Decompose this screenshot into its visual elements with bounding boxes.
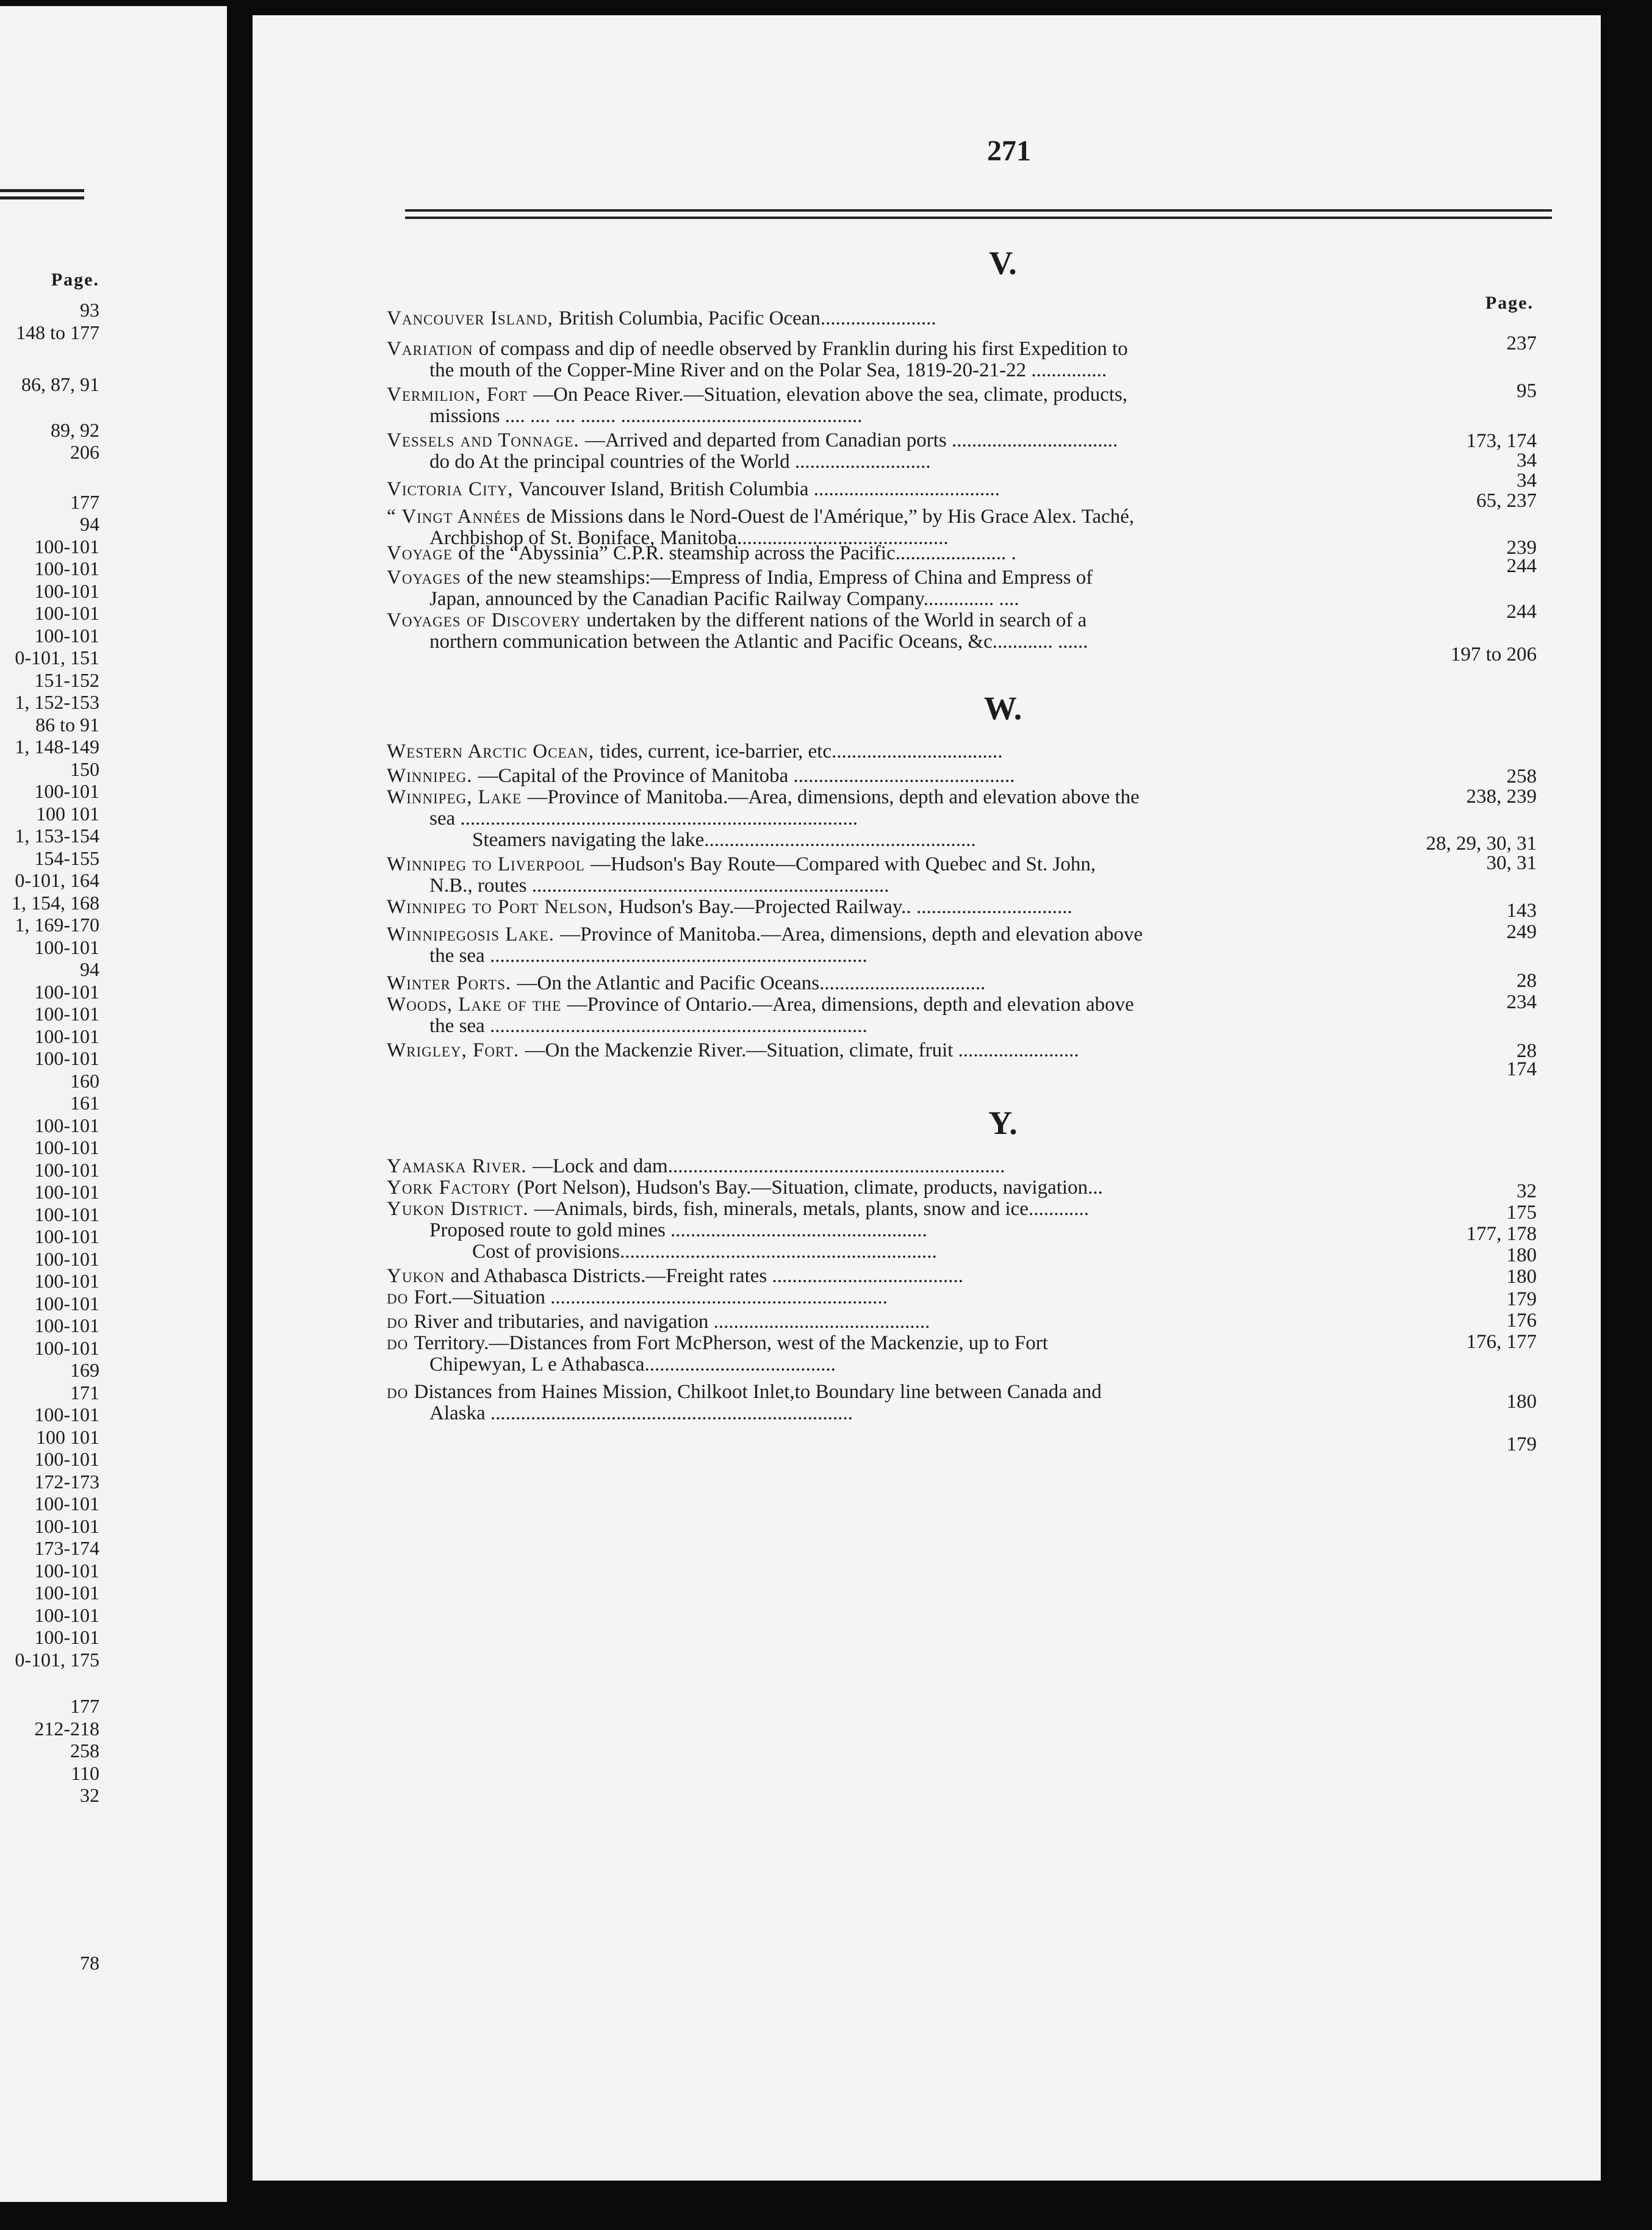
left-page-reference: 258 <box>70 1740 99 1762</box>
left-page-reference: 100-101 <box>34 1047 99 1069</box>
page-reference: 175 <box>1506 1202 1537 1224</box>
left-page-reference: 100-101 <box>34 624 99 647</box>
left-page-reference: 148 to 177 <box>16 321 99 343</box>
page-reference: 238, 239 <box>1466 786 1537 808</box>
left-page-reference: 172-173 <box>34 1470 99 1493</box>
page-reference: 176 <box>1506 1310 1537 1332</box>
entry-text: do do At the principal countries of the World ........................... <box>429 451 931 473</box>
index-page <box>253 15 1601 2181</box>
index-entry <box>387 1382 1418 1424</box>
entry-line <box>387 339 1418 360</box>
entry-line <box>387 610 1418 631</box>
entry-text: the sea ........................................................................... <box>429 945 867 967</box>
page-reference: 244 <box>1506 555 1537 577</box>
entry-line <box>387 741 1418 762</box>
entry-text: undertaken by the different nations of the World in search of a <box>586 609 1087 631</box>
entry-text: tides, current, ice-barrier, etc.................................. <box>600 740 1003 762</box>
entry-text: (Port Nelson), Hudson's Bay.—Situation, climate, products, navigation... <box>517 1177 1103 1199</box>
index-entry <box>387 924 1418 967</box>
entry-heading: York Factory <box>387 1177 517 1199</box>
entry-text: Chipewyan, L e Athabasca...................................... <box>429 1353 836 1375</box>
left-page-reference: 100-101 <box>34 1559 99 1582</box>
header-rule-top <box>405 209 1552 212</box>
entry-line <box>387 589 1418 610</box>
entry-line <box>387 1040 1418 1061</box>
page-number: 271 <box>987 135 1031 167</box>
entry-text: —Province of Manitoba.—Area, dimensions, depth and elevation above <box>560 923 1143 945</box>
left-page-reference: 100-101 <box>34 1203 99 1225</box>
page-reference: 258 <box>1506 765 1537 787</box>
entry-line <box>387 924 1418 945</box>
index-entry <box>387 765 1418 787</box>
entry-text: Proposed route to gold mines ................................................... <box>429 1219 927 1241</box>
entry-text: Japan, announced by the Canadian Pacific Railway Company.............. .... <box>429 588 1019 610</box>
left-page-reference: 206 <box>70 441 99 463</box>
left-page-reference: 100-101 <box>34 1158 99 1181</box>
left-page-reference: 0-101, 151 <box>15 647 99 669</box>
left-page-reference: 100-101 <box>34 1493 99 1515</box>
left-page-reference: 177 <box>70 1695 99 1717</box>
entry-text: Vancouver Island, British Columbia ..................................... <box>519 478 1000 500</box>
section-letter-y: Y. <box>988 1105 1018 1141</box>
entry-line <box>387 854 1418 875</box>
entry-line <box>387 1311 1418 1333</box>
entry-line <box>387 479 1418 500</box>
left-page-reference: 100-101 <box>34 1225 99 1247</box>
page-column-header: Page. <box>1485 293 1534 313</box>
entry-heading: Winnipeg to Liverpool <box>387 853 591 875</box>
left-page-reference: 161 <box>70 1092 99 1114</box>
entry-heading: do <box>387 1381 414 1403</box>
entry-line <box>387 406 1418 427</box>
entry-line <box>387 830 1418 851</box>
entry-heading: Vancouver Island, <box>387 307 559 329</box>
left-page-reference: 86 to 91 <box>35 713 99 736</box>
left-page-reference: 160 <box>70 1069 99 1092</box>
page-reference: 30, 31 <box>1486 852 1537 874</box>
entry-line <box>387 1016 1418 1037</box>
entry-text: —On the Mackenzie River.—Situation, climate, fruit ........................ <box>525 1039 1079 1061</box>
index-entry <box>387 1156 1418 1177</box>
left-page-reference: 110 <box>71 1762 99 1784</box>
page-reference: 179 <box>1506 1288 1537 1310</box>
entry-heading: Variation <box>387 338 479 360</box>
double-rule-bottom <box>0 196 84 199</box>
left-page-reference: 100-101 <box>34 1336 99 1359</box>
entry-text: de Missions dans le Nord-Ouest de l'Amérique,” by His Grace Alex. Taché, <box>526 506 1135 528</box>
left-page-reference: 100-101 <box>34 780 99 802</box>
left-page-reference: 89, 92 <box>51 418 99 441</box>
entry-heading: Winnipegosis Lake. <box>387 923 561 945</box>
entry-heading: Victoria City, <box>387 478 519 500</box>
entry-text: of the “Abyssinia” C.P.R. steamship across the Pacific...................... . <box>458 542 1016 564</box>
entry-line <box>387 451 1418 473</box>
entry-text: British Columbia, Pacific Ocean....................... <box>559 307 936 329</box>
left-page-reference: 100-101 <box>34 1292 99 1314</box>
index-entry <box>387 1177 1418 1199</box>
entry-line <box>387 1382 1418 1403</box>
left-page-reference: 100-101 <box>34 1448 99 1470</box>
page-reference: 234 <box>1506 991 1537 1013</box>
entry-text: —Hudson's Bay Route—Compared with Quebec and St. John, <box>591 853 1096 875</box>
page-reference: 180 <box>1506 1391 1537 1413</box>
entry-line <box>387 384 1418 406</box>
index-entry <box>387 567 1418 610</box>
entry-line <box>387 945 1418 967</box>
entry-text: N.B., routes ....................................................................... <box>429 875 889 897</box>
page-reference: 244 <box>1506 601 1537 623</box>
entry-line <box>387 567 1418 589</box>
entry-heading: Woods, Lake of the <box>387 994 567 1016</box>
page-reference: 28, 29, 30, 31 <box>1426 833 1537 855</box>
left-page-reference: 94 <box>80 513 99 535</box>
section-letter-v: V. <box>989 245 1017 281</box>
left-page-reference: 100-101 <box>34 558 99 579</box>
left-page-reference: 100-101 <box>34 1626 99 1648</box>
left-page-number: 78 <box>80 1952 99 1974</box>
entry-heading: Wrigley, Fort. <box>387 1039 525 1061</box>
entry-heading: Vessels and Tonnage. <box>387 429 585 451</box>
page-reference: 180 <box>1506 1244 1537 1266</box>
index-entry <box>387 308 1418 329</box>
entry-heading: do <box>387 1311 414 1333</box>
entry-line <box>387 787 1418 808</box>
entry-heading: “ Vingt Années <box>387 506 526 528</box>
left-page-reference: 100-101 <box>34 1003 99 1025</box>
index-entry <box>387 741 1418 762</box>
entry-text: the mouth of the Copper-Mine River and on the Polar Sea, 1819-20-21-22 ............... <box>429 359 1107 381</box>
page-reference: 249 <box>1506 921 1537 943</box>
entry-line <box>387 1354 1418 1375</box>
book-gutter <box>227 0 253 2230</box>
entry-heading: Winnipeg, Lake <box>387 786 528 808</box>
entry-line <box>387 1287 1418 1308</box>
entry-text: —On the Atlantic and Pacific Oceans................................. <box>517 972 986 994</box>
index-entry <box>387 1287 1418 1308</box>
entry-line <box>387 308 1418 329</box>
entry-text: of compass and dip of needle observed by Franklin during his first Expedition to <box>478 338 1128 360</box>
entry-heading: Voyage <box>387 542 459 564</box>
left-page-reference: 0-101, 175 <box>15 1648 99 1671</box>
left-page-reference: 100-101 <box>34 1582 99 1604</box>
entry-text: River and tributaries, and navigation ........................................... <box>414 1311 930 1333</box>
left-page-reference: 100-101 <box>34 1404 99 1425</box>
left-page-reference: 100-101 <box>34 1181 99 1203</box>
entry-text: sea ............................................................................... <box>429 808 858 830</box>
page-reference: 34 <box>1517 470 1537 492</box>
index-entry <box>387 897 1418 918</box>
left-page-reference: 173-174 <box>34 1537 99 1559</box>
index-entry <box>387 1040 1418 1061</box>
page-reference: 143 <box>1506 900 1537 922</box>
entry-line <box>387 1156 1418 1177</box>
page-reference: 179 <box>1506 1433 1537 1455</box>
left-page-reference: 151-152 <box>34 669 99 691</box>
page-reference: 173, 174 <box>1466 430 1537 452</box>
index-entry <box>387 787 1418 851</box>
entry-heading: do <box>387 1286 414 1308</box>
entry-text: Steamers navigating the lake...................................................... <box>472 829 976 851</box>
entry-line <box>387 1177 1418 1199</box>
entry-text: missions .... .... .... ....... ................................................ <box>429 405 863 427</box>
entry-text: —On Peace River.—Situation, elevation above the sea, climate, products, <box>533 384 1128 406</box>
left-page-reference: 177 <box>70 490 99 513</box>
entry-line <box>387 1241 1418 1263</box>
entry-heading: Yukon <box>387 1265 451 1287</box>
entry-text: Cost of provisions............................................................... <box>472 1241 937 1263</box>
entry-heading: Vermilion, Fort <box>387 384 533 406</box>
index-entry <box>387 1266 1418 1287</box>
page-reference: 237 <box>1506 332 1537 354</box>
entry-text: —Arrived and departed from Canadian ports ................................. <box>584 429 1118 451</box>
index-entry <box>387 1199 1418 1263</box>
left-page-reference: 150 <box>70 758 99 780</box>
left-page-reference: 100-101 <box>34 1025 99 1047</box>
entry-text: Territory.—Distances from Fort McPherson, west of the Mackenzie, up to Fort <box>414 1332 1048 1354</box>
page-reference: 174 <box>1506 1058 1537 1080</box>
index-entry <box>387 1333 1418 1375</box>
entry-line <box>387 631 1418 653</box>
entry-line <box>387 765 1418 787</box>
entry-line <box>387 430 1418 451</box>
left-page-reference: 100-101 <box>34 1114 99 1136</box>
left-page-reference: 1, 169-170 <box>15 914 99 936</box>
left-page-reference: 100-101 <box>34 1270 99 1292</box>
index-entry <box>387 1311 1418 1333</box>
entry-line <box>387 1220 1418 1241</box>
page-reference: 197 to 206 <box>1450 644 1537 665</box>
entry-line <box>387 506 1418 528</box>
entry-heading: do <box>387 1332 414 1354</box>
entry-line <box>387 994 1418 1016</box>
left-page-reference: 100-101 <box>34 602 99 624</box>
entry-heading: Voyages of Discovery <box>387 609 587 631</box>
page-reference: 28 <box>1517 1040 1537 1062</box>
entry-text: northern communication between the Atlantic and Pacific Oceans, &c............ ...... <box>429 631 1088 653</box>
entry-heading: Western Arctic Ocean, <box>387 740 600 762</box>
left-page-reference: 100-101 <box>34 1515 99 1537</box>
entry-line <box>387 875 1418 897</box>
entry-heading: Yukon District. <box>387 1198 534 1220</box>
index-entry <box>387 430 1418 473</box>
left-page-reference: 171 <box>70 1381 99 1404</box>
entry-line <box>387 1403 1418 1424</box>
entry-line <box>387 1266 1418 1287</box>
left-page-reference: 100-101 <box>34 1314 99 1336</box>
left-page-reference: 100-101 <box>34 579 99 602</box>
entry-heading: Winnipeg. <box>387 765 478 787</box>
entry-line <box>387 1199 1418 1220</box>
index-entry <box>387 610 1418 653</box>
left-page-reference: 1, 152-153 <box>15 691 99 713</box>
page-reference: 176, 177 <box>1466 1331 1537 1353</box>
entry-line <box>387 543 1418 564</box>
index-entry <box>387 543 1418 564</box>
left-page-reference: 100-101 <box>34 1247 99 1270</box>
entry-heading: Voyages <box>387 567 467 589</box>
left-page-reference: 1, 148-149 <box>15 736 99 758</box>
entry-heading: Winnipeg to Port Nelson, <box>387 896 619 918</box>
entry-text: Fort.—Situation ................................................................... <box>414 1286 888 1308</box>
entry-text: Distances from Haines Mission, Chilkoot Inlet,to Boundary line between Canada and <box>414 1381 1102 1403</box>
page-reference: 239 <box>1506 537 1537 559</box>
left-page-reference: 212-218 <box>34 1717 99 1740</box>
left-page-reference: 0-101, 164 <box>15 869 99 891</box>
entry-text: of the new steamships:—Empress of India, Empress of China and Empress of <box>466 567 1093 589</box>
entry-text: —Province of Ontario.—Area, dimensions, depth and elevation above <box>567 994 1134 1016</box>
entry-text: Hudson's Bay.—Projected Railway.. ............................... <box>619 896 1072 918</box>
left-page-reference: 100-101 <box>34 936 99 958</box>
entry-line <box>387 897 1418 918</box>
entry-text: Archbishop of St. Boniface, Manitoba.......................................... <box>429 527 949 549</box>
left-page-reference: 100-101 <box>34 535 99 558</box>
double-rule-top <box>0 189 84 192</box>
entry-text: —Province of Manitoba.—Area, dimensions, depth and elevation above the <box>527 786 1140 808</box>
left-page-reference: 93 <box>80 299 99 321</box>
left-page-reference: 154-155 <box>34 847 99 869</box>
left-page-column-header: Page. <box>51 270 99 290</box>
left-page-reference: 1, 154, 168 <box>12 891 99 914</box>
index-entry <box>387 339 1418 381</box>
left-page-reference: 94 <box>80 958 99 980</box>
index-entry <box>387 994 1418 1037</box>
left-page-reference: 169 <box>70 1359 99 1381</box>
entry-text: the sea ........................................................................... <box>429 1015 867 1037</box>
entry-text: and Athabasca Districts.—Freight rates ...................................... <box>450 1265 963 1287</box>
page-reference: 32 <box>1517 1180 1537 1202</box>
entry-text: —Animals, birds, fish, minerals, metals, plants, snow and ice............ <box>534 1198 1089 1220</box>
left-page-reference: 100 101 <box>36 802 99 825</box>
entry-text: Alaska ........................................................................ <box>429 1402 853 1424</box>
left-page-reference: 100-101 <box>34 1136 99 1158</box>
index-entry <box>387 479 1418 500</box>
index-entry <box>387 973 1418 994</box>
entry-heading: Winter Ports. <box>387 972 517 994</box>
entry-text: —Capital of the Province of Manitoba ............................................ <box>478 765 1015 787</box>
page-reference: 95 <box>1517 380 1537 402</box>
previous-page-fragment <box>0 6 227 2202</box>
left-page-reference: 100 101 <box>36 1425 99 1448</box>
left-page-reference: 100-101 <box>34 1604 99 1626</box>
header-rule-bottom <box>405 217 1552 219</box>
page-reference: 180 <box>1506 1266 1537 1288</box>
left-page-reference: 1, 153-154 <box>15 825 99 847</box>
left-page-reference: 86, 87, 91 <box>21 373 99 395</box>
page-reference: 177, 178 <box>1466 1223 1537 1245</box>
page-reference: 34 <box>1517 450 1537 471</box>
page-reference: 28 <box>1517 970 1537 992</box>
entry-line <box>387 1333 1418 1354</box>
section-letter-w: W. <box>983 690 1022 726</box>
entry-line <box>387 360 1418 381</box>
entry-line <box>387 973 1418 994</box>
page-reference: 65, 237 <box>1476 490 1537 512</box>
index-entry <box>387 384 1418 427</box>
entry-line <box>387 808 1418 830</box>
index-entry <box>387 854 1418 897</box>
left-page-reference: 100-101 <box>34 980 99 1003</box>
entry-text: —Lock and dam................................................................... <box>532 1155 1005 1177</box>
left-page-reference: 32 <box>80 1784 99 1806</box>
entry-heading: Yamaska River. <box>387 1155 533 1177</box>
